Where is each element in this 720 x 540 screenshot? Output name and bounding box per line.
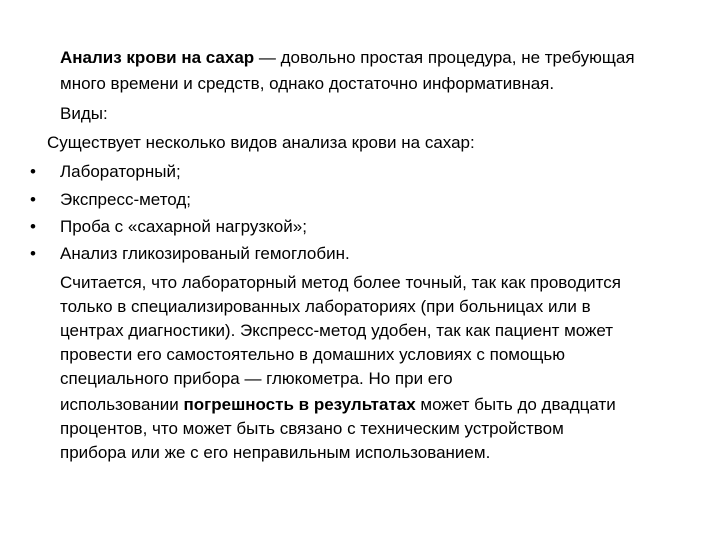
intro-line-1 — [60, 46, 635, 70]
conclusion-line: Считается, что лабораторный метод более точный, так как проводится — [60, 273, 621, 292]
bullet-icon: • — [30, 162, 36, 181]
intro-rest: — довольно простая процедура, не требующая — [254, 48, 635, 67]
list-item-label: Анализ гликозированый гемоглобин. — [60, 244, 350, 263]
conclusion-suffix: может быть до двадцати — [415, 395, 616, 414]
bullet-icon: • — [30, 190, 36, 209]
conclusion-line-emphasis — [60, 393, 616, 417]
types-heading: Виды: — [60, 104, 108, 123]
list-item-label: Экспресс-метод; — [60, 190, 192, 209]
conclusion-line: центрах диагностики). Экспресс-метод удобен, так как пациент может — [60, 321, 614, 340]
bullet-icon: • — [30, 244, 36, 263]
conclusion-bold-term: погрешность в результатах — [183, 395, 416, 414]
list-item-label: Лабораторный; — [60, 162, 181, 181]
conclusion-line: только в специализированных лабораториях (при больницах или в — [60, 297, 591, 316]
intro-term: Анализ крови на сахар — [60, 48, 255, 67]
conclusion-line: прибора или же с его неправильным использованием. — [60, 443, 491, 462]
bullet-icon: • — [30, 217, 36, 236]
conclusion-line: процентов, что может быть связано с техническим устройством — [60, 419, 564, 438]
intro-line-2: много времени и средств, однако достаточно информативная. — [60, 74, 555, 93]
list-item-label: Проба с «сахарной нагрузкой»; — [60, 217, 307, 236]
conclusion-prefix: использовании — [60, 395, 184, 414]
conclusion-line: провести его самостоятельно в домашних условиях с помощью — [60, 345, 566, 364]
conclusion-line: специального прибора — глюкометра. Но при его — [60, 369, 453, 388]
types-intro: Существует несколько видов анализа крови на сахар: — [47, 133, 475, 152]
